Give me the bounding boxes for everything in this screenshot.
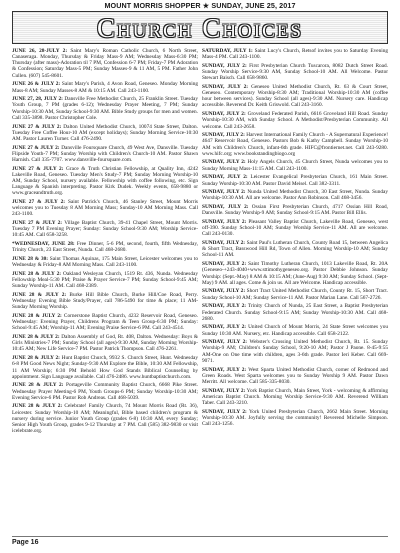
church-listing: SATURDAY, JULY 1: Saint Lucy's Church, Retsof invites you to Saturday Evening Mass-4 PM. Call 243-1100. [202, 48, 388, 61]
church-listing: JUNE 28 & JULY 2: Dalton Assembly of God, Rt. 408, Dalton. Wednesday: Boys & Girls Ministries-7 PM; Sunday School (all ages)-9:30 AM, Sunday Morning Worship-10:45 AM; New Life Service-7 PM. Pastor Patrick Thompson. Call 476-2261. [12, 334, 198, 353]
church-listing: SUNDAY, JULY 2: Leicester Evangelical Presbyterian Church, 161 Main Street. Sunday Worship-10:30 AM. Pastor David Meisel. Call 382-3311. [202, 174, 388, 187]
church-listing: SUNDAY, JULY 2: Geneseo United Methodist Church, Rt. 63 & Court Street, Geneseo. Contemporary Worship-8:30 AM; Traditional Worship-10:30 AM (coffee hour between services). Sunday School (all ages)-9:30 AM. Nursery care. Handicap accessible. Reverend Dr. Keith Griswold. Call 243-3160. [202, 83, 388, 109]
church-listing: JUNE 27 & JULY 2: Dalton United Methodist Church, 10074 State Street, Dalton. Tuesday Free Coffee Hour-10 AM (except holidays); Sunday Morning Service-10:30 AM. Pastor Lauren Turner. Call 476-2490. [12, 123, 198, 142]
church-listing: JUNE 28 & JULY 2: Celebrate! Family Church, 74 Mount Morris Road (Rt. 36), Leicester. Sunday Worship-10 AM; Meaningful, Bible based children's program & nursery during service. Junior Youth Group (grades 6-8) 10:30 AM, every Sunday; Senior High Youth Group, grades 9-12 Thursday at 7 PM. Call (585) 382-9830 or visit icelebrate.org. [12, 403, 198, 435]
church-listing: SUNDAY, JULY 2: Webster's Crossing United Methodist Church, Rt. 15. Sunday Worship-9 AM; Children's Sunday School, 9:20-10 AM; Pastor J Paone. 8-45-9:55 AM-One on One time with children, ages 3-6th grade. Pastor Ieri Keber. Call 669-9071. [202, 339, 388, 364]
church-listing: SUNDAY, JULY 2: Ossian First Presbyterian Church, 4717 Ossian Hill Road, Dansville. Sunday Worship-9 AM; Sunday School-9:15 AM. Pastor Bill Ellis. [202, 204, 388, 217]
church-listing: SUNDAY, JULY 2: Groveland Federated Parish, 6616 Groveland Hill Road. Sunday Worship-10:30 AM, with Sunday School. A Methodist/Presbyterian Community. All welcome. Call 243-2658. [202, 111, 388, 130]
church-listing: JUNE 27, 28, JULY 2: Dansville Free Methodist Church, 25 Franklin Street. Tuesday Youth Group, 7 PM (grades 6-12); Wednesday Prayer Meeting, 7 PM; Sunday Worship-10:30 AM, Sunday School-9:30 AM. Bible Study groups for men and women. Call 335-3898. Pastor Christopher Cole. [12, 96, 198, 121]
church-listing: JUNE 27 & JULY 2: Grace & Truth Christian Fellowship, at Quality Inn, 4242 Lakeville Road, Geneseo. Tuesday Men's Study-7 PM; Sunday Morning Worship-10 AM, Sunday School, nursery available. Fellowship with coffee following, etc. Sign Language & Spanish interpreting. Pastor Kirk Dudek. Weekly events, 658-9880 or www.graceandtruth.org. [12, 165, 198, 197]
church-listing: JUNE 28 & JULY 2: Burke Hill Bible Church, Burke Hill/Coe Road, Perry. Wednesday Evening Bible Study/Prayer, call 786-5490 for time & place; 11 AM-Sunday Morning Worship. [12, 292, 198, 311]
church-listing: SUNDAY, JULY 2: York United Presbyterian Church, 2662 Main Street. Morning Worship-10:30 AM. Joyfully serving the community! Reverend Michelle Simpson. Call 243-1256. [202, 408, 388, 427]
church-listing: JUNE 28 & 30: Saint Thomas Aquinas, 175 Main Street, Leicester welcomes you to Wednesday & Friday-8 AM Morning Mass. Call 243-1100. [12, 256, 198, 269]
section-title: Church Choices [97, 13, 303, 43]
church-listing: JUNE 26, 28-JULY 2: Saint Mary's Roman Catholic Church, 6 North Street, Canaseraga. Monday, Thursday & Friday Mass-9 AM; Wednesday Mass-6:30 PM; Thursday (after mass)-Adoration til 7 PM, Confession 6-7 PM; Friday-7 PM Adoration & Confession; Saturday Mass-5 PM; Sunday Masses-9 & 11 AM, 5 PM. Father John Cullen. (607) 545-8601. [12, 48, 198, 79]
church-listing: SUNDAY, JULY 2: Holy Angels Church, 45 Church Street, Nunda welcomes you to Sunday Morning Mass-11:15 AM. Call 243-1100. [202, 159, 388, 172]
church-listing: SUNDAY, JULY 2: First Presbyterian Church Tuscarora, 8082 Dutch Street Road. Sunday Worship Service-9:30 AM, Sunday School-10 AM. All Welcome. Pastor Stewart Baisch. Call 658-9860. [202, 62, 388, 82]
church-listing: SUNDAY, JULY 2: Short Tract United Methodist Church, County Rt. 15, Short Tract. Sunday School-10 AM; Sunday Service-11 AM. Pastor Marian Lane. Call 567-2726. [202, 288, 388, 301]
church-listing: JUNE 26 & JULY 2: Saint Mary's Parish, 4 Avon Road, Geneseo. Monday Morning Mass-8 AM; Sunday Masses-8 AM & 10:15 AM. Call 243-1100. [12, 81, 198, 94]
church-listing: JUNE 27 & JULY 2: Saint Patrick's Church, 46 Stanley Street, Mount Morris welcomes you to Tuesday 8 AM Morning Mass; Sunday-10 AM Morning Mass. Call 243-1100. [12, 199, 198, 218]
church-listing: SUNDAY, JULY 2: United Church of Mount Morris, 24 State Street welcomes you Sunday 10:30 AM. Nursery, etc. Handicap accessible. Call 658-2122. [202, 324, 388, 337]
church-listing: SUNDAY, JULY 2: Trinity Church of Nunda, 25 East Street, a Baptist Presbyterian Federated Church. Sunday School-9:15 AM; Sunday Worship-10:30 AM. Call 468-2680. [202, 303, 388, 322]
masthead: MOUNT MORRIS SHOPPER ★ SUNDAY, JUNE 25, 2017 [104, 1, 296, 10]
church-listing: JUNE 28 & JULY 2: Oakland Wesleyan Church, 1519 Rt. 436, Nunda. Wednesday Fellowship Meal-5:30 PM; Praise & Prayer Service-7 PM; Sunday School-9:45 AM; Sunday Worship-11 AM. Call 468-2389. [12, 270, 198, 290]
church-listing: SUNDAY, JULY 2: West Sparta United Methodist Church, corner of Redmond and Green Roads. West Sparta welcomes you to Sunday Worship 9 AM. Pastor Dawn Merritt. All welcome. Call 585-335-8030. [202, 366, 388, 385]
section-banner [12, 11, 388, 44]
church-listing: JUNE 27 & JULY 2: Dansville Foursquare Church, 49 West Ave, Dansville. Tuesday Flipside Youth-7 PM; Sunday Worship with Children's Church-10 AM. Pastor Shawn Harnish. Call 335-7707. www.dansville-foursquare.com. [12, 144, 198, 163]
church-listing: SUNDAY, JULY 2: Pleasant Valley Baptist Church, Lakeville Road, Geneseo, west off-390. Sunday School-10 AM; Sunday Worship Service-11 AM. All are welcome. Call 243-0130. [202, 219, 388, 238]
church-listing: JUNE 28 & JULY 2: Portageville Community Baptist Church, 6668 Pike Street. Wednesday Prayer Meeting-6 PM, Youth Groups-6 PM; Sunday Worship-10:30 AM; Evening Service-6 PM. Pastor Rob Andreas. Call 468-5039. [12, 382, 198, 401]
church-listing: SUNDAY, JULY 2: Harvest International Family Church - A Supernatural Experience! 4647 Reservoir Road, Geneseo. Pastors Bob & Kathy Campbell. Sunday Worship-10 AM with Children's Church, infant-6th grade. HIFC@frontiernet.net. Call 243-9280. www.hifc.org; www.bookstandingbiogo.org [202, 132, 388, 157]
church-listing: JUNE 28 & JULY 2: Hunt Baptist Church, 9932 S. Church Street, Hunt. Wednesday 6-8 PM Good News Night; Sunday-9:30 AM Explore the Bible, 10:30 AM Fellowship, 11 AM Worship; 6:30 PM Behold How God Stands Biblical Counseling by appointment. Sign Language available. Call 476-2486. www.huntbaptistchurch.com. [12, 355, 198, 380]
church-listing: SUNDAY, JULY 2: Nunda United Methodist Church, 30 East Street, Nunda. Sunday Worship-10:30 AM. All are welcome. Pastor Ann Robinson. Call 468-3456. [202, 189, 388, 202]
church-listing: JUNE 27 & JULY 2: Village Baptist Church, 39-41 Chapel Street, Mount Morris. Tuesday 7 PM Evening Prayer; Sunday: Sunday School-9:30 AM; Worship Service-10:45 AM. Call 658-3258. [12, 220, 198, 239]
left-column [12, 48, 198, 534]
church-listing: *WEDNESDAY, JUNE 28: Free Dinner, 5-6 PM, second, fourth, fifth Wednesday, Trinity Church, 23 East Street, Nunda. Call 468-2680. [12, 241, 198, 254]
church-listing: JUNE 28 & JULY 2: Cornerstone Baptist Church, 4232 Reservoir Road, Geneseo. Wednesday: Evening Prayer, Childrens Program & Teen Group-6:30 PM; Sunday: School-9:45 AM; Worship-11 AM; Evening Praise Service-6 PM. Call 243-4514. [12, 313, 198, 332]
church-listing: SUNDAY, JULY 2: Saint Timothy Lutheran Church, 1013 Lakeville Road, Rt. 20A (Geneseo-+243-4040+www.sttimothygeneseo.org. Pastor Debbie Johnson. Sunday Worship: (Sept.-May) 8 AM & 10:15 AM; (June-Aug) 9:30 AM; Sunday School. (Sept-May) 9 AM. all ages. Come & join us. All are Welcome. Handicap accessible. [202, 261, 388, 286]
church-listing: SUNDAY, JULY 2: Saint Paul's Lutheran Church, County Road 15, between Angelica & Short Tract, Basswood Hill Rd, Town of Allen. Morning Worship-10 AM; Sunday School-11 AM. [202, 240, 388, 259]
right-column [202, 48, 388, 534]
church-listing: SUNDAY, JULY 2: York Baptist Church, Main Street, York - welcoming & affirming American Baptist Church. Morning Worship Service-9:30 AM. Reverend William Taber. Call 243-3210. [202, 387, 388, 406]
page-number: Page 16 [12, 539, 39, 546]
footer-rule [12, 536, 388, 537]
